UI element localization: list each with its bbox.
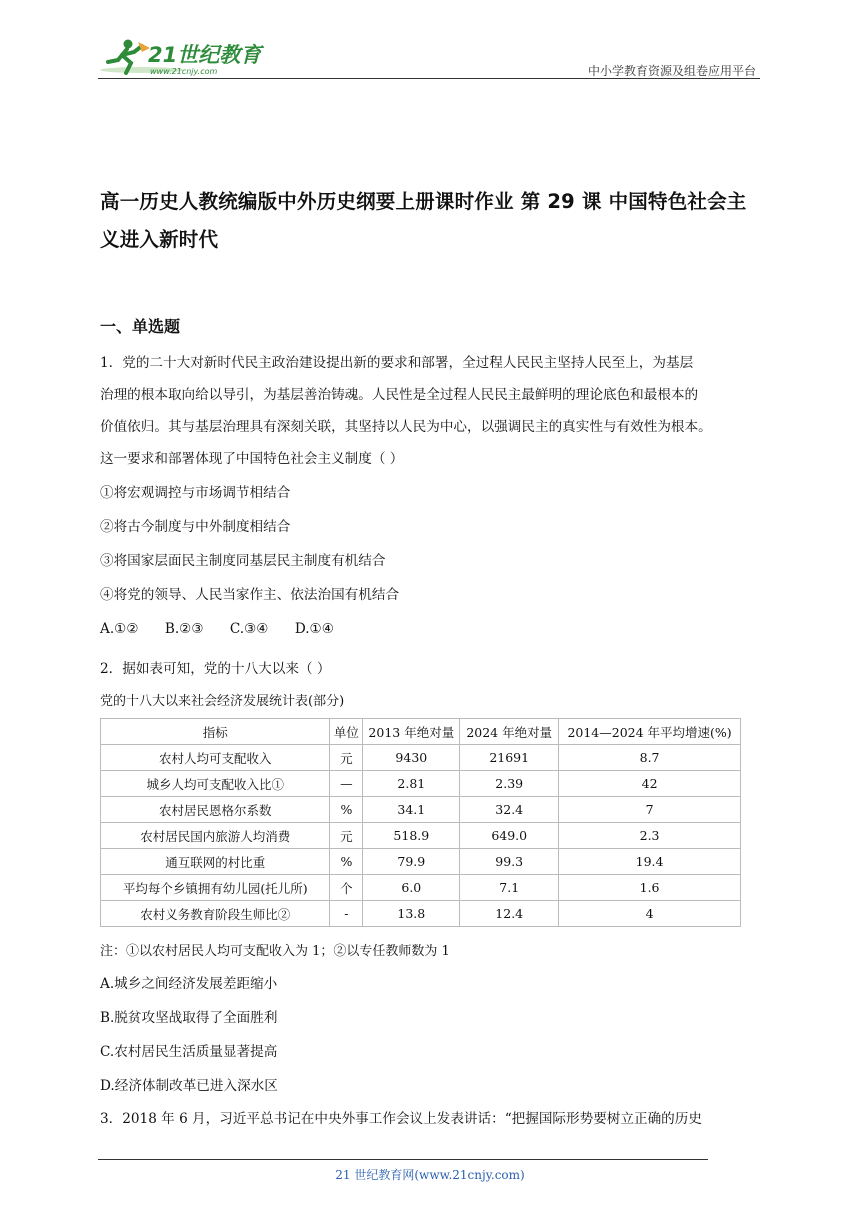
logo-url: www.21cnjy.com <box>150 67 218 76</box>
site-logo <box>98 36 268 80</box>
footer-link[interactable]: 21 世纪教育网(www.21cnjy.com) <box>335 1168 525 1182</box>
table-cell: 9430 <box>363 745 460 771</box>
title-line-1: 高一历史人教统编版中外历史纲要上册课时作业 第 29 课 中国特色社会主 <box>100 190 747 213</box>
q2-option-b[interactable]: B.脱贫攻坚战取得了全面胜利 <box>100 1010 278 1026</box>
q2-option-c[interactable]: C.农村居民生活质量显著提高 <box>100 1044 278 1060</box>
question-1 <box>100 347 765 645</box>
table-header-cell: 2014—2024 年平均增速(%) <box>559 719 741 745</box>
q1-stem-line: 1．党的二十大对新时代民主政治建设提出新的要求和部署，全过程人民民主坚持人民至上，为基层 <box>100 355 694 371</box>
table-cell: 农村义务教育阶段生师比② <box>101 901 330 927</box>
q1-stem-line: 这一要求和部署体现了中国特色社会主义制度（ ） <box>100 451 404 467</box>
table-cell: - <box>330 901 363 927</box>
table-cell: 平均每个乡镇拥有幼儿园(托儿所) <box>101 875 330 901</box>
table-cell: 34.1 <box>363 797 460 823</box>
table-note: 注：①以农村居民人均可支配收入为 1；②以专任教师数为 1 <box>100 944 450 959</box>
q3-stem: 3．2018 年 6 月，习近平总书记在中央外事工作会议上发表讲话：“把握国际形势要树立正确的历史 <box>100 1111 702 1127</box>
table-cell: 4 <box>559 901 741 927</box>
table-cell: 8.7 <box>559 745 741 771</box>
q2-options <box>100 968 765 1102</box>
statistics-table <box>100 718 741 927</box>
table-cell: 农村人均可支配收入 <box>101 745 330 771</box>
footer-divider <box>98 1159 708 1160</box>
table-cell: % <box>330 797 363 823</box>
table-cell: 7.1 <box>460 875 559 901</box>
q2-option-a[interactable]: A.城乡之间经济发展差距缩小 <box>100 976 278 992</box>
table-cell: 2.81 <box>363 771 460 797</box>
table-cell: 99.3 <box>460 849 559 875</box>
table-cell: 通互联网的村比重 <box>101 849 330 875</box>
header-platform-text: 中小学教育资源及组卷应用平台 <box>587 64 756 78</box>
table-row <box>101 745 741 771</box>
table-header-cell: 2024 年绝对量 <box>460 719 559 745</box>
table-cell: 个 <box>330 875 363 901</box>
table-cell: 2.3 <box>559 823 741 849</box>
table-header-cell: 单位 <box>330 719 363 745</box>
table-row <box>101 849 741 875</box>
q1-option-a[interactable]: A.①② <box>100 621 139 637</box>
q1-item: ①将宏观调控与市场调节相结合 <box>100 485 291 501</box>
q1-item: ③将国家层面民主制度同基层民主制度有机结合 <box>100 553 386 569</box>
table-cell: 42 <box>559 771 741 797</box>
q1-option-d[interactable]: D.①④ <box>294 621 334 637</box>
header-divider <box>98 78 760 79</box>
table-cell: 农村居民恩格尔系数 <box>101 797 330 823</box>
table-cell: 元 <box>330 745 363 771</box>
table-row <box>101 771 741 797</box>
q1-option-c[interactable]: C.③④ <box>229 621 269 637</box>
q2-option-d[interactable]: D.经济体制改革已进入深水区 <box>100 1078 278 1094</box>
table-cell: 7 <box>559 797 741 823</box>
table-header-row <box>101 719 741 745</box>
page-title <box>100 183 764 259</box>
q1-item: ④将党的领导、人民当家作主、依法治国有机结合 <box>100 587 400 603</box>
table-cell: 32.4 <box>460 797 559 823</box>
table-cell: 农村居民国内旅游人均消费 <box>101 823 330 849</box>
q1-options <box>100 613 765 645</box>
table-row <box>101 875 741 901</box>
table-cell: 21691 <box>460 745 559 771</box>
table-cell: 6.0 <box>363 875 460 901</box>
table-cell: — <box>330 771 363 797</box>
title-line-2: 义进入新时代 <box>100 228 219 251</box>
table-cell: 518.9 <box>363 823 460 849</box>
section-title: 一、单选题 <box>100 317 181 336</box>
table-row <box>101 797 741 823</box>
table-cell: 1.6 <box>559 875 741 901</box>
table-cell: 649.0 <box>460 823 559 849</box>
q1-option-b[interactable]: B.②③ <box>164 621 204 637</box>
table-cell: 13.8 <box>363 901 460 927</box>
q1-item: ②将古今制度与中外制度相结合 <box>100 519 291 535</box>
q2-stem: 2．据如表可知，党的十八大以来（ ） <box>100 661 331 677</box>
table-cell: 城乡人均可支配收入比① <box>101 771 330 797</box>
table-cell: 12.4 <box>460 901 559 927</box>
logo-text: 21世纪教育 <box>148 43 262 67</box>
table-caption: 党的十八大以来社会经济发展统计表(部分) <box>100 694 345 709</box>
table-header-cell: 2013 年绝对量 <box>363 719 460 745</box>
q1-stem-line: 治理的根本取向给以导引，为基层善治铸魂。人民性是全过程人民民主最鲜明的理论底色和最根本的 <box>100 387 699 403</box>
table-cell: 19.4 <box>559 849 741 875</box>
table-cell: % <box>330 849 363 875</box>
table-header-cell: 指标 <box>101 719 330 745</box>
table-cell: 2.39 <box>460 771 559 797</box>
table-row <box>101 823 741 849</box>
q1-stem-line: 价值依归。其与基层治理具有深刻关联，其坚持以人民为中心，以强调民主的真实性与有效性为根本。 <box>100 419 712 435</box>
table-cell: 79.9 <box>363 849 460 875</box>
table-row <box>101 901 741 927</box>
table-cell: 元 <box>330 823 363 849</box>
